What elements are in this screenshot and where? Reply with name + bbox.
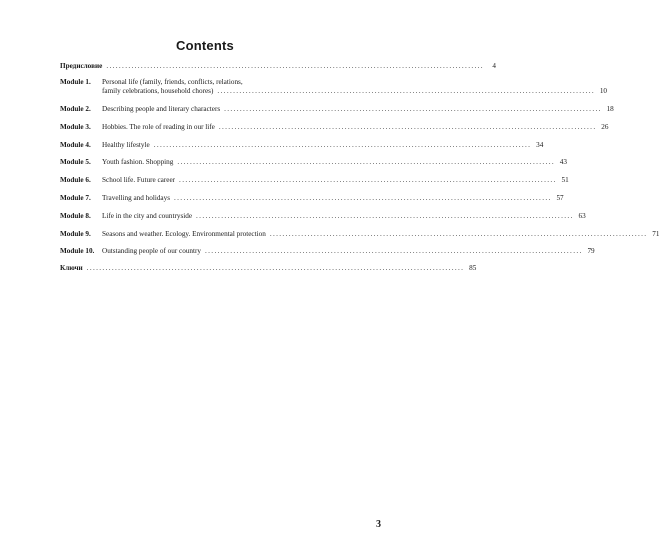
toc-entry <box>60 212 586 221</box>
toc-entry <box>60 176 569 185</box>
dot-leader: ........................................................................................................................ <box>86 264 465 272</box>
toc-entry-title: Describing people and literary characters <box>102 105 221 113</box>
dot-leader: ........................................................................................................................ <box>153 141 532 149</box>
toc-entry-label: Module 10. <box>60 247 95 255</box>
toc-entry-label: Module 4. <box>60 141 91 149</box>
toc-entry-title: Outstanding people of our country <box>102 247 202 255</box>
toc-entry <box>60 62 496 71</box>
toc-entry <box>60 264 477 273</box>
dot-leader: ........................................................................................................................ <box>205 247 583 255</box>
toc-entry-label: Module 3. <box>60 123 91 131</box>
toc-entry-page: 34 <box>536 141 544 149</box>
page-number: 3 <box>376 519 381 530</box>
toc-entry <box>60 141 544 150</box>
toc-entry-label: Module 6. <box>60 176 91 184</box>
toc-entry-page: 26 <box>601 123 609 131</box>
toc-entry-page: 79 <box>587 247 595 255</box>
toc-entry-page: 85 <box>469 264 477 272</box>
dot-leader: ........................................................................................................................ <box>218 123 597 131</box>
toc-entry-title: Travelling and holidays <box>102 194 171 202</box>
toc-entry-label: Module 8. <box>60 212 91 220</box>
toc-entry <box>60 247 595 256</box>
page-title: Contents <box>176 38 234 53</box>
toc-entry-label: Предисловие <box>60 62 103 70</box>
toc-entry-page: 43 <box>559 158 567 166</box>
toc-entry-label: Module 7. <box>60 194 91 202</box>
toc-entry-title: Life in the city and countryside <box>102 212 193 220</box>
toc-entry <box>60 123 609 132</box>
dot-leader: ........................................................................................................................ <box>177 158 555 166</box>
dot-leader: ........................................................................................................................ <box>224 105 602 113</box>
toc-entry-title-line: Personal life (family, friends, conflicts, relations, <box>102 78 243 86</box>
toc-entry-title: Youth fashion. Shopping <box>102 158 174 166</box>
toc-entry-label: Module 1. <box>60 78 91 86</box>
dot-leader: ........................................................................................................................ <box>179 176 557 184</box>
toc-entry-title: Seasons and weather. Ecology. Environmental protection <box>102 230 266 238</box>
toc-entry-page: 51 <box>561 176 569 184</box>
toc-entry-title: School life. Future career <box>102 176 176 184</box>
dot-leader: ........................................................................................................................ <box>217 87 595 95</box>
toc-entry-page: 71 <box>652 230 659 238</box>
toc-entry-page: 4 <box>492 62 496 70</box>
toc-entry-page: 63 <box>578 212 586 220</box>
toc-entry-title: family celebrations, household chores) <box>102 87 214 95</box>
dot-leader: ........................................................................................................................ <box>196 212 574 220</box>
toc-entry <box>60 78 607 96</box>
dot-leader: ........................................................................................................................ <box>106 62 484 70</box>
toc-entry-page: 18 <box>606 105 614 113</box>
dot-leader: ........................................................................................................................ <box>174 194 552 202</box>
toc-entry-label: Module 5. <box>60 158 91 166</box>
toc-entry-page: 10 <box>599 87 607 95</box>
toc-entry <box>60 194 564 203</box>
toc-entry-label: Module 2. <box>60 105 91 113</box>
toc-entry-title: Hobbies. The role of reading in our life <box>102 123 215 131</box>
toc-entry-title: Healthy lifestyle <box>102 141 150 149</box>
toc-entry-label: Ключи <box>60 264 83 272</box>
toc-entry <box>60 230 659 239</box>
toc-entry <box>60 105 614 114</box>
dot-leader: ........................................................................................................................ <box>269 230 648 238</box>
toc-entry-page: 57 <box>556 194 564 202</box>
toc-entry <box>60 158 567 167</box>
toc-entry-label: Module 9. <box>60 230 91 238</box>
